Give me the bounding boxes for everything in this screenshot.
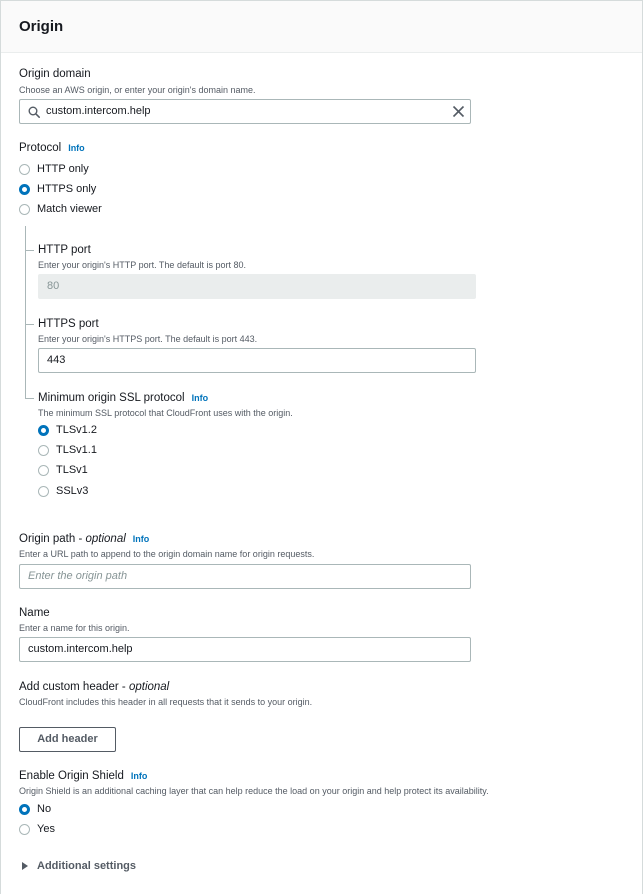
protocol-option-http-only[interactable] (19, 163, 89, 175)
protocol-option-https-only[interactable] (19, 183, 96, 195)
origin-path-input[interactable]: Enter the origin path (19, 564, 471, 589)
custom-header-label-text: Add custom header - (19, 681, 129, 693)
origin-shield-option-label: Yes (37, 823, 55, 835)
protocol-label-text: Protocol (19, 142, 62, 154)
https-port-input[interactable]: 443 (38, 348, 476, 373)
radio-tlsv1-1[interactable] (38, 445, 49, 456)
origin-path-description: Enter a URL path to append to the origin domain name for origin requests. (19, 549, 315, 559)
ssl-option-tlsv1-1[interactable] (38, 444, 97, 456)
radio-no[interactable] (19, 804, 30, 815)
origin-shield-info-link[interactable]: Info (130, 771, 148, 781)
protocol-option-label: HTTPS only (37, 183, 97, 195)
ssl-option-sslv3[interactable] (38, 485, 88, 497)
caret-right-icon (22, 862, 28, 870)
origin-shield-option-no[interactable] (19, 803, 51, 815)
add-header-button[interactable]: Add header (19, 727, 116, 752)
protocol-option-match-viewer[interactable] (19, 203, 102, 215)
origin-shield-label-text: Enable Origin Shield (19, 770, 124, 782)
origin-domain-description: Choose an AWS origin, or enter your origin's domain name. (19, 85, 256, 95)
search-icon (28, 106, 40, 118)
radio-yes[interactable] (19, 824, 30, 835)
custom-header-optional: optional (128, 681, 170, 693)
origin-path-label (19, 533, 149, 545)
radio-tlsv1[interactable] (38, 465, 49, 476)
radio-sslv3[interactable] (38, 486, 49, 497)
https-port-label: HTTPS port (38, 318, 99, 330)
radio-tlsv1-2[interactable] (38, 425, 49, 436)
ssl-option-label: TLSv1.1 (56, 444, 97, 456)
ssl-option-label: SSLv3 (56, 485, 89, 497)
protocol-option-label: HTTP only (37, 163, 89, 175)
origin-domain-input[interactable] (19, 99, 471, 124)
panel-title: Origin (19, 18, 64, 35)
ssl-protocol-label (38, 392, 208, 404)
http-port-input: 80 (38, 274, 476, 299)
ssl-option-label: TLSv1 (56, 464, 88, 476)
custom-header-description: CloudFront includes this header in all requests that it sends to your origin. (19, 697, 313, 707)
radio-http-only[interactable] (19, 164, 30, 175)
origin-shield-label (19, 770, 147, 782)
ssl-option-tlsv1-2[interactable] (38, 424, 97, 436)
tree-vertical-line (25, 226, 26, 398)
ssl-protocol-label-text: Minimum origin SSL protocol (38, 392, 185, 404)
ssl-option-label: TLSv1.2 (56, 424, 97, 436)
additional-settings-label: Additional settings (37, 860, 136, 872)
https-port-description: Enter your origin's HTTPS port. The default is port 443. (38, 334, 258, 344)
origin-domain-value[interactable]: custom.intercom.help (46, 105, 151, 117)
close-icon[interactable] (452, 105, 465, 118)
origin-domain-label: Origin domain (19, 68, 91, 80)
origin-path-optional: optional (85, 533, 126, 545)
protocol-label (19, 142, 85, 154)
origin-path-label-text: Origin path - (19, 533, 86, 545)
tree-branch (25, 324, 34, 325)
protocol-info-link[interactable]: Info (68, 143, 85, 153)
origin-shield-option-label: No (37, 803, 52, 815)
protocol-option-label: Match viewer (37, 203, 102, 215)
custom-header-label (19, 681, 169, 693)
panel-header (1, 1, 642, 53)
http-port-label: HTTP port (38, 244, 91, 256)
name-label: Name (19, 607, 50, 619)
origin-path-info-link[interactable]: Info (132, 534, 150, 544)
additional-settings-toggle[interactable] (22, 860, 136, 872)
origin-shield-description: Origin Shield is an additional caching layer that can help reduce the load on your origin and help protect its availability. (19, 786, 489, 796)
radio-match-viewer[interactable] (19, 204, 30, 215)
http-port-description: Enter your origin's HTTP port. The default is port 80. (38, 260, 246, 270)
tree-branch (25, 398, 34, 399)
ssl-protocol-info-link[interactable]: Info (191, 393, 209, 403)
radio-https-only[interactable] (19, 184, 30, 195)
ssl-protocol-description: The minimum SSL protocol that CloudFront uses with the origin. (38, 408, 293, 418)
name-description: Enter a name for this origin. (19, 623, 130, 633)
tree-branch (25, 250, 34, 251)
origin-shield-option-yes[interactable] (19, 823, 55, 835)
ssl-option-tlsv1[interactable] (38, 464, 88, 476)
name-input[interactable]: custom.intercom.help (19, 637, 471, 662)
